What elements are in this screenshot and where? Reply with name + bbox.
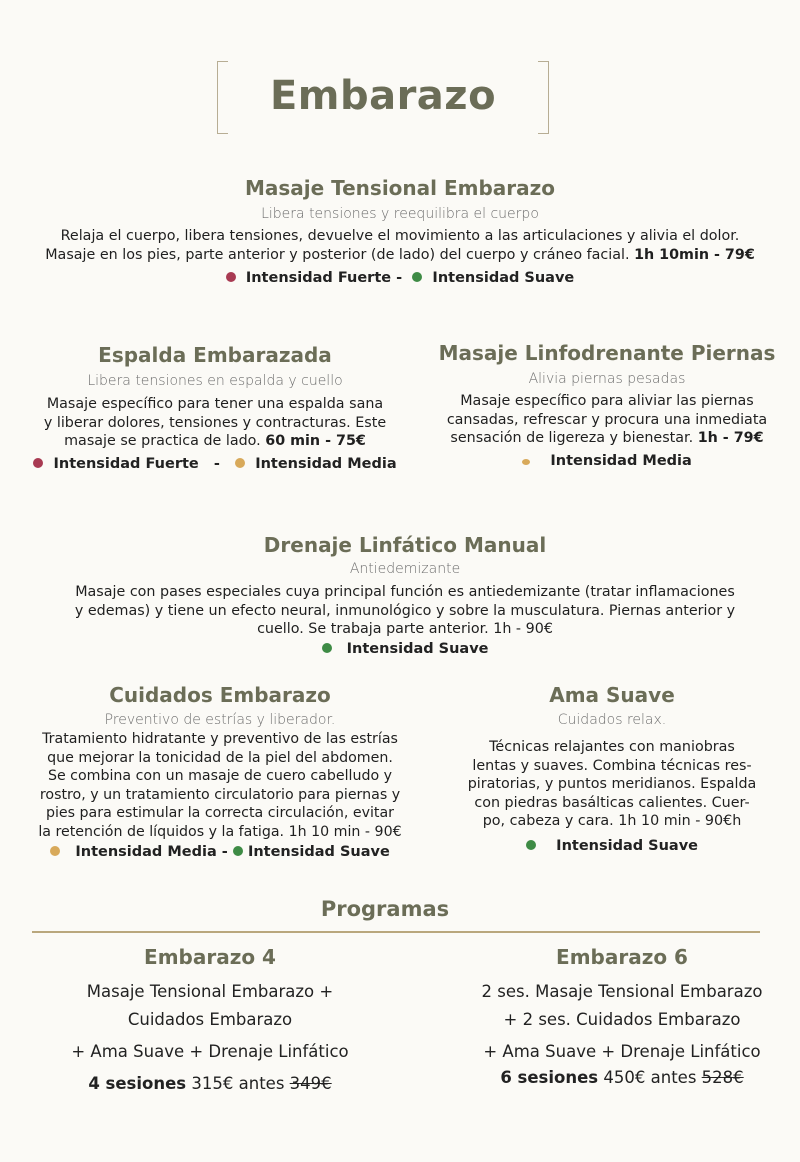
description-line: Se combina con un masaje de cuero cabelludo y xyxy=(47,768,393,784)
intensity-row xyxy=(0,268,800,288)
intensity-row xyxy=(20,842,420,862)
intensity-label: Intensidad Suave xyxy=(346,640,489,657)
intensity-row xyxy=(412,451,800,471)
intensity-label: Intensidad Suave xyxy=(247,844,390,860)
program-title: Embarazo 4 xyxy=(144,945,276,969)
program-line: + Ama Suave + Drenaje Linfático xyxy=(483,1042,761,1061)
programs-heading-wrap xyxy=(0,896,770,922)
service-description xyxy=(0,583,800,639)
intensity-label: Intensidad Fuerte xyxy=(53,455,199,472)
service-tensional xyxy=(0,175,800,288)
description-line: piratorias, y puntos meridianos. Espalda xyxy=(467,776,757,792)
description-line: y edemas) y tiene un efecto neural, inmunológico y sobre la musculatura. Piernas anterior y xyxy=(74,602,736,619)
service-description xyxy=(412,392,800,448)
service-description xyxy=(20,395,410,451)
program-embarazo-4 xyxy=(10,944,410,1098)
intensity-row xyxy=(0,639,800,659)
service-subtitle: Libera tensiones y reequilibra el cuerpo xyxy=(261,206,539,222)
program-line: Masaje Tensional Embarazo + xyxy=(86,982,334,1001)
description-text: sensación de ligereza y bienestar. xyxy=(450,430,694,446)
service-espalda xyxy=(20,342,410,474)
page-title-frame xyxy=(217,61,549,132)
service-title: Masaje Linfodrenante Piernas xyxy=(438,341,776,365)
service-price: 1h - 79€ xyxy=(697,430,764,446)
program-line: + 2 ses. Cuidados Embarazo xyxy=(503,1010,741,1029)
intensity-label: Intensidad Suave xyxy=(556,837,699,854)
intensity-dot-media xyxy=(50,846,60,856)
program-line: Cuidados Embarazo xyxy=(127,1010,293,1029)
intensity-label: Intensidad Suave xyxy=(432,270,575,286)
service-subtitle: Libera tensiones en espalda y cuello xyxy=(87,373,343,389)
programs-divider xyxy=(32,931,760,933)
description-line: Tratamiento hidratante y preventivo de las estrías xyxy=(42,731,398,747)
program-sessions: 6 sesiones xyxy=(500,1068,599,1087)
service-title: Espalda Embarazada xyxy=(98,343,332,367)
description-line xyxy=(0,246,800,265)
description-line: con piedras basálticas calientes. Cuer- xyxy=(474,794,750,811)
program-old-price: 528€ xyxy=(701,1068,744,1087)
service-price: 60 min - 75€ xyxy=(265,433,366,449)
intensity-separator: - xyxy=(213,455,220,472)
description-line: rostro, y un tratamiento circulatorio para piernas y xyxy=(39,786,401,803)
service-subtitle: Preventivo de estrías y liberador. xyxy=(104,712,336,728)
service-subtitle: Cuidados relax. xyxy=(557,712,667,728)
description-line: Masaje específico para tener una espalda sana xyxy=(46,396,384,412)
program-price: 450€ xyxy=(603,1068,646,1087)
description-line: cansadas, refrescar y procura una inmediata xyxy=(446,411,768,428)
service-cuidados xyxy=(20,682,420,862)
intensity-dot-suave xyxy=(322,643,332,653)
program-before-label: antes xyxy=(238,1074,285,1093)
description-line: Masaje específico para aliviar las piernas xyxy=(460,393,754,409)
intensity-dot-media xyxy=(235,458,245,468)
service-subtitle: Alivia piernas pesadas xyxy=(528,371,686,387)
program-before-label: antes xyxy=(650,1068,697,1087)
program-price: 315€ xyxy=(191,1074,234,1093)
intensity-row xyxy=(20,454,410,474)
description-line: que mejorar la tonicidad de la piel del abdomen. xyxy=(47,749,393,766)
description-line: Masaje con pases especiales cuya principal función es antiedemizante (tratar inflamaciones xyxy=(75,584,735,600)
service-title: Cuidados Embarazo xyxy=(109,683,331,707)
service-description xyxy=(20,730,420,841)
intensity-dot-suave xyxy=(526,840,536,850)
description-line xyxy=(412,429,800,448)
intensity-separator: - xyxy=(396,270,403,286)
program-line: + Ama Suave + Drenaje Linfático xyxy=(71,1042,349,1061)
intensity-label: Intensidad Media - xyxy=(75,844,228,860)
description-line xyxy=(20,432,410,451)
program-sessions: 4 sesiones xyxy=(88,1074,187,1093)
intensity-row xyxy=(412,836,800,856)
description-line: pies para estimular la correcta circulación, evitar xyxy=(45,805,395,821)
description-line: y liberar dolores, tensiones y contracturas. Este xyxy=(43,414,387,431)
description-line: lentas y suaves. Combina técnicas res- xyxy=(472,757,752,774)
description-line: po, cabeza y cara. 1h 10 min - 90€h xyxy=(482,813,742,829)
service-price: 1h 10min - 79€ xyxy=(634,246,755,263)
service-title: Ama Suave xyxy=(549,683,675,707)
intensity-label: Intensidad Fuerte xyxy=(245,270,392,286)
program-title: Embarazo 6 xyxy=(556,945,688,969)
program-old-price: 349€ xyxy=(289,1074,332,1093)
description-text: Masaje en los pies, parte anterior y posterior (de lado) del cuerpo y cráneo facial. xyxy=(45,246,630,263)
intensity-dot-media xyxy=(522,459,530,465)
intensity-dot-suave xyxy=(233,846,243,856)
program-embarazo-6 xyxy=(422,944,800,1092)
service-linfodrenante xyxy=(412,340,800,471)
intensity-dot-fuerte xyxy=(226,272,236,282)
program-line: 2 ses. Masaje Tensional Embarazo xyxy=(481,982,763,1001)
description-line: la retención de líquidos y la fatiga. 1h 10 min - 90€ xyxy=(38,823,402,840)
service-description xyxy=(0,227,800,264)
page-title: Embarazo xyxy=(269,73,497,119)
service-title: Masaje Tensional Embarazo xyxy=(244,176,556,200)
programs-heading: Programas xyxy=(320,897,450,921)
program-price-line xyxy=(10,1070,410,1098)
service-drenaje xyxy=(0,532,800,659)
description-line: Relaja el cuerpo, libera tensiones, devuelve el movimiento a las articulaciones y alivia el dolor. xyxy=(60,228,740,244)
service-ama-suave xyxy=(412,682,800,856)
program-price-line xyxy=(422,1064,800,1092)
intensity-label: Intensidad Media xyxy=(550,452,692,469)
intensity-dot-suave xyxy=(412,272,422,282)
description-line: Técnicas relajantes con maniobras xyxy=(489,739,735,755)
description-text: masaje se practica de lado. xyxy=(64,433,261,449)
description-line: cuello. Se trabaja parte anterior. 1h - 90€ xyxy=(257,621,553,637)
service-title: Drenaje Linfático Manual xyxy=(263,533,547,557)
intensity-dot-fuerte xyxy=(33,458,43,468)
service-description xyxy=(412,738,800,831)
intensity-label: Intensidad Media xyxy=(255,455,397,472)
service-subtitle: Antiedemizante xyxy=(349,561,461,577)
